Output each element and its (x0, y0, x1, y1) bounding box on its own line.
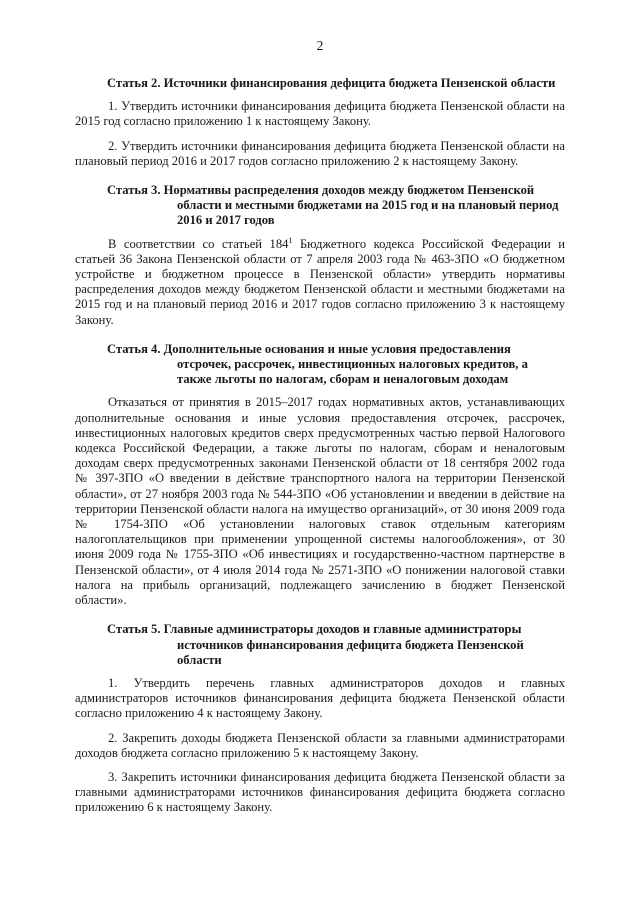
article-2-paragraph-1: 1. Утвердить источники финансирования дефицита бюджета Пензенской области на 2015 год согласно приложению 1 к настоящему Закону. (75, 99, 565, 129)
article-3-superscript: 1 (288, 235, 293, 245)
article-2-title: Статья 2. Источники финансирования дефицита бюджета Пензенской области (107, 76, 556, 90)
article-3-text-start: В соответствии со статьей 184 (108, 236, 289, 251)
article-5-paragraph-2: 2. Закрепить доходы бюджета Пензенской области за главными администраторами доходов бюджета согласно приложению 5 к настоящему Закону. (75, 730, 565, 760)
article-4 (75, 342, 565, 608)
article-2 (75, 76, 565, 169)
article-5-title: Статья 5. Главные администраторы доходов и главные администраторы источников финансирования дефицита бюджета Пензенской области (107, 622, 524, 667)
article-2-paragraph-2: 2. Утвердить источники финансирования дефицита бюджета Пензенской области на плановый период 2016 и 2017 годов согласно приложению 2 к настоящему Закону. (75, 138, 565, 168)
article-4-title: Статья 4. Дополнительные основания и иные условия предоставления отсрочек, рассрочек, инвестиционных налоговых кредитов, а также льготы по налогам, сборам и неналоговым доходам (107, 341, 528, 387)
article-3 (75, 183, 565, 328)
article-5-paragraph-1: 1. Утвердить перечень главных администраторов доходов и главных администраторов источников финансирования дефицита бюджета Пензенской области согласно приложению 4 к настоящему Закону. (75, 675, 565, 721)
page-number: 2 (316, 38, 324, 53)
article-3-paragraph (75, 237, 565, 328)
document-body (75, 76, 565, 825)
article-4-paragraph: Отказаться от принятия в 2015–2017 годах нормативных актов, устанавливающих дополнительные основания и иные условия предоставления отсрочек, рассрочек, инвестиционных налоговых кредитов сверх предусмотренных частью первой Налогового кодекса Российской Федерации, а также льготы по налогам, сборам и неналоговым доходам сверх предусмотренных законами Пензенской области от 18 сентября 2002 года № 397-ЗПО «О введении в действие транспортного налога на территории Пензенской области», от 27 ноября 2003 года № 544-ЗПО «Об установлении и введении в действие на территории Пензенской области налога на имущество организаций», от 30 июня 2009 года № 1754-ЗПО «Об установлении налоговых ставок отдельным категориям налогоплательщиков при применении упрощенной системы налогообложения», от 30 июня 2009 года № 1755-ЗПО «Об инвестициях и государственно-частном партнерстве в Пензенской области», от 4 июля 2014 года № 2571-ЗПО «О понижении налоговой ставки налога на прибыль организаций, подлежащего зачислению в бюджет Пензенской области». (75, 395, 565, 608)
article-3-title: Статья 3. Нормативы распределения доходов между бюджетом Пензенской области и местными бюджетами на 2015 год и на плановый период 2016 и 2017 годов (107, 183, 559, 228)
article-3-text-end: Бюджетного кодекса Российской Федерации и статьей 36 Закона Пензенской области от 7 апреля 2003 года № 463-ЗПО «О бюджетном устройстве и бюджетном процессе в Пензенской области» утвердить нормативы распределения доходов между бюджетом Пензенской области и местными бюджетами на 2015 год и на плановый период 2016 и 2017 годов согласно приложению 3 к настоящему Закону. (75, 236, 565, 327)
article-5 (75, 622, 565, 815)
article-5-paragraph-3: 3. Закрепить источники финансирования дефицита бюджета Пензенской области за главными администраторами источников финансирования дефицита бюджета согласно приложению 6 к настоящему Закону. (75, 769, 565, 815)
